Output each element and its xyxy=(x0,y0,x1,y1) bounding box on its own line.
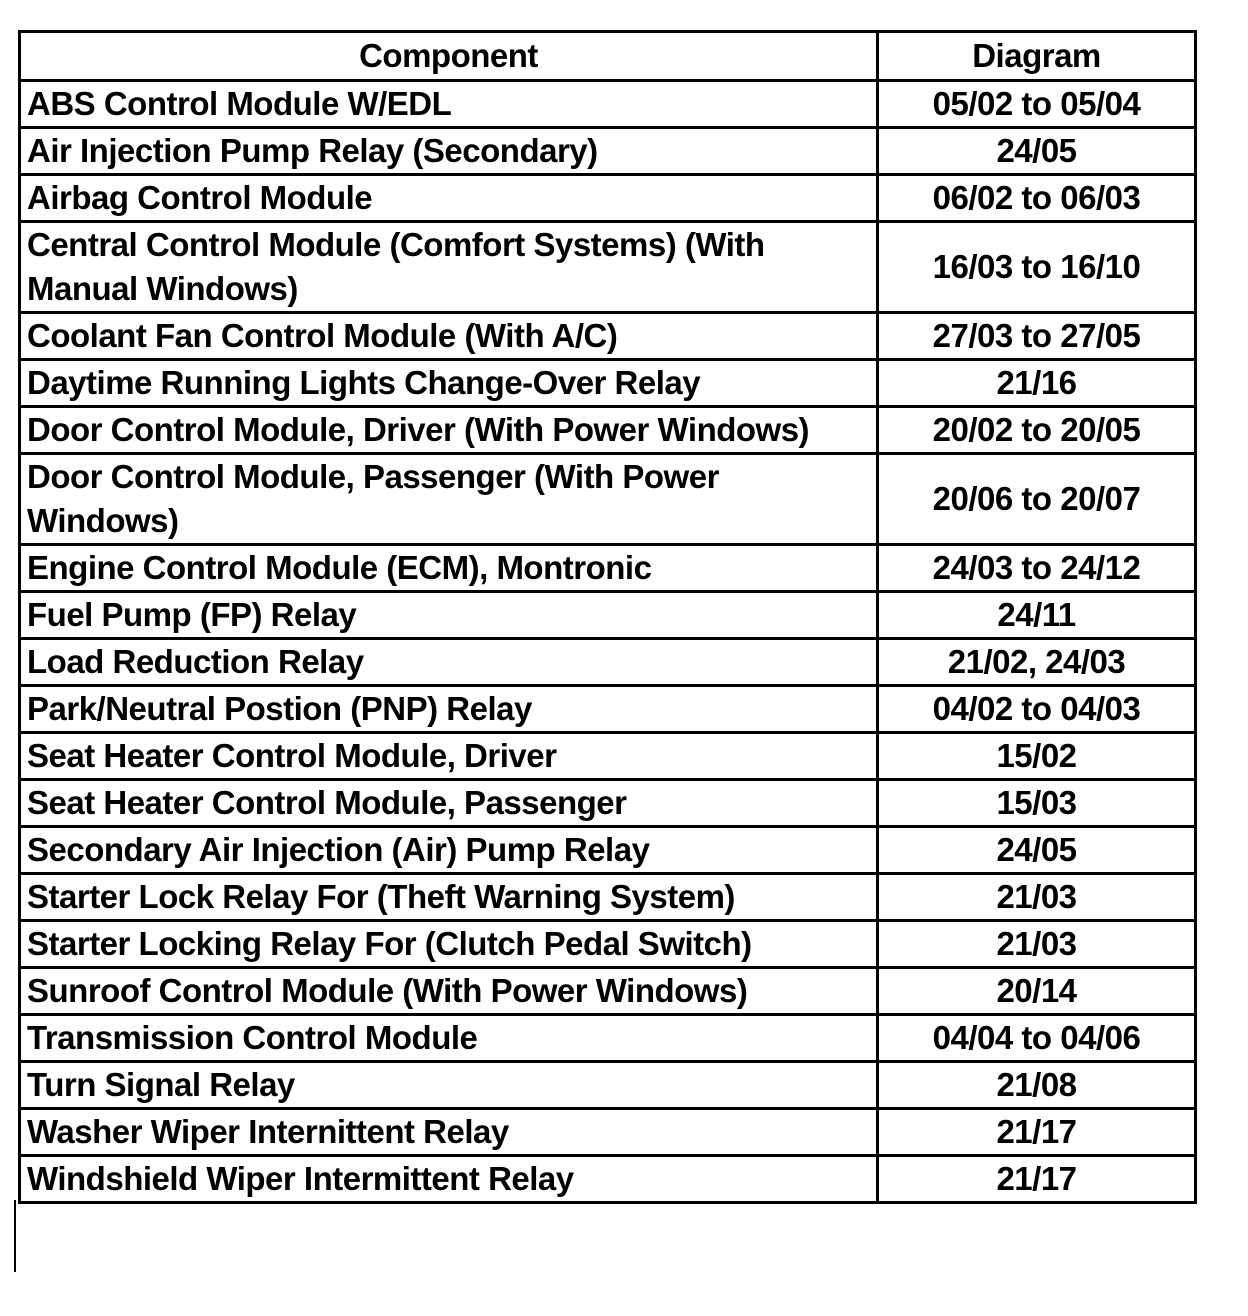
diagram-cell: 21/03 xyxy=(878,874,1196,921)
component-cell: Air Injection Pump Relay (Secondary) xyxy=(20,128,878,175)
component-cell: Door Control Module, Passenger (With Power Windows) xyxy=(20,454,878,545)
diagram-cell: 27/03 to 27/05 xyxy=(878,313,1196,360)
component-cell: Seat Heater Control Module, Driver xyxy=(20,733,878,780)
table-row xyxy=(20,1156,1196,1203)
diagram-cell: 24/05 xyxy=(878,827,1196,874)
component-cell: ABS Control Module W/EDL xyxy=(20,81,878,128)
component-cell: Door Control Module, Driver (With Power Windows) xyxy=(20,407,878,454)
table-row xyxy=(20,639,1196,686)
table-row xyxy=(20,1109,1196,1156)
diagram-cell: 21/16 xyxy=(878,360,1196,407)
diagram-cell: 04/02 to 04/03 xyxy=(878,686,1196,733)
table-row xyxy=(20,360,1196,407)
table-row xyxy=(20,128,1196,175)
diagram-cell: 05/02 to 05/04 xyxy=(878,81,1196,128)
table-row xyxy=(20,1062,1196,1109)
table-header-row xyxy=(20,32,1196,81)
diagram-cell: 15/03 xyxy=(878,780,1196,827)
column-header-component: Component xyxy=(20,32,878,81)
component-cell: Washer Wiper Internittent Relay xyxy=(20,1109,878,1156)
diagram-cell: 15/02 xyxy=(878,733,1196,780)
page-edge-line xyxy=(14,1200,16,1272)
diagram-cell: 24/05 xyxy=(878,128,1196,175)
component-cell: Central Control Module (Comfort Systems) (With Manual Windows) xyxy=(20,222,878,313)
table-row xyxy=(20,454,1196,545)
table-row xyxy=(20,81,1196,128)
table-row xyxy=(20,407,1196,454)
component-cell: Seat Heater Control Module, Passenger xyxy=(20,780,878,827)
component-cell: Park/Neutral Postion (PNP) Relay xyxy=(20,686,878,733)
component-cell: Sunroof Control Module (With Power Windows) xyxy=(20,968,878,1015)
diagram-cell: 20/06 to 20/07 xyxy=(878,454,1196,545)
table-row xyxy=(20,686,1196,733)
component-cell: Turn Signal Relay xyxy=(20,1062,878,1109)
component-cell: Starter Locking Relay For (Clutch Pedal Switch) xyxy=(20,921,878,968)
component-cell: Engine Control Module (ECM), Montronic xyxy=(20,545,878,592)
table-row xyxy=(20,968,1196,1015)
diagram-cell: 21/02, 24/03 xyxy=(878,639,1196,686)
diagram-cell: 21/03 xyxy=(878,921,1196,968)
component-diagram-table xyxy=(18,30,1197,1204)
table-row xyxy=(20,874,1196,921)
table-row xyxy=(20,921,1196,968)
component-cell: Airbag Control Module xyxy=(20,175,878,222)
diagram-cell: 20/14 xyxy=(878,968,1196,1015)
component-cell: Coolant Fan Control Module (With A/C) xyxy=(20,313,878,360)
column-header-diagram: Diagram xyxy=(878,32,1196,81)
diagram-cell: 24/11 xyxy=(878,592,1196,639)
component-cell: Windshield Wiper Intermittent Relay xyxy=(20,1156,878,1203)
table-row xyxy=(20,545,1196,592)
table-row xyxy=(20,222,1196,313)
table-row xyxy=(20,1015,1196,1062)
diagram-cell: 21/17 xyxy=(878,1109,1196,1156)
component-cell: Starter Lock Relay For (Theft Warning System) xyxy=(20,874,878,921)
diagram-cell: 04/04 to 04/06 xyxy=(878,1015,1196,1062)
diagram-cell: 24/03 to 24/12 xyxy=(878,545,1196,592)
component-cell: Secondary Air Injection (Air) Pump Relay xyxy=(20,827,878,874)
diagram-cell: 20/02 to 20/05 xyxy=(878,407,1196,454)
diagram-cell: 21/17 xyxy=(878,1156,1196,1203)
diagram-cell: 16/03 to 16/10 xyxy=(878,222,1196,313)
component-cell: Fuel Pump (FP) Relay xyxy=(20,592,878,639)
diagram-cell: 21/08 xyxy=(878,1062,1196,1109)
table-row xyxy=(20,827,1196,874)
table-row xyxy=(20,733,1196,780)
table-row xyxy=(20,592,1196,639)
table-row xyxy=(20,175,1196,222)
table-row xyxy=(20,780,1196,827)
component-cell: Daytime Running Lights Change-Over Relay xyxy=(20,360,878,407)
diagram-cell: 06/02 to 06/03 xyxy=(878,175,1196,222)
table-row xyxy=(20,313,1196,360)
component-cell: Load Reduction Relay xyxy=(20,639,878,686)
component-cell: Transmission Control Module xyxy=(20,1015,878,1062)
